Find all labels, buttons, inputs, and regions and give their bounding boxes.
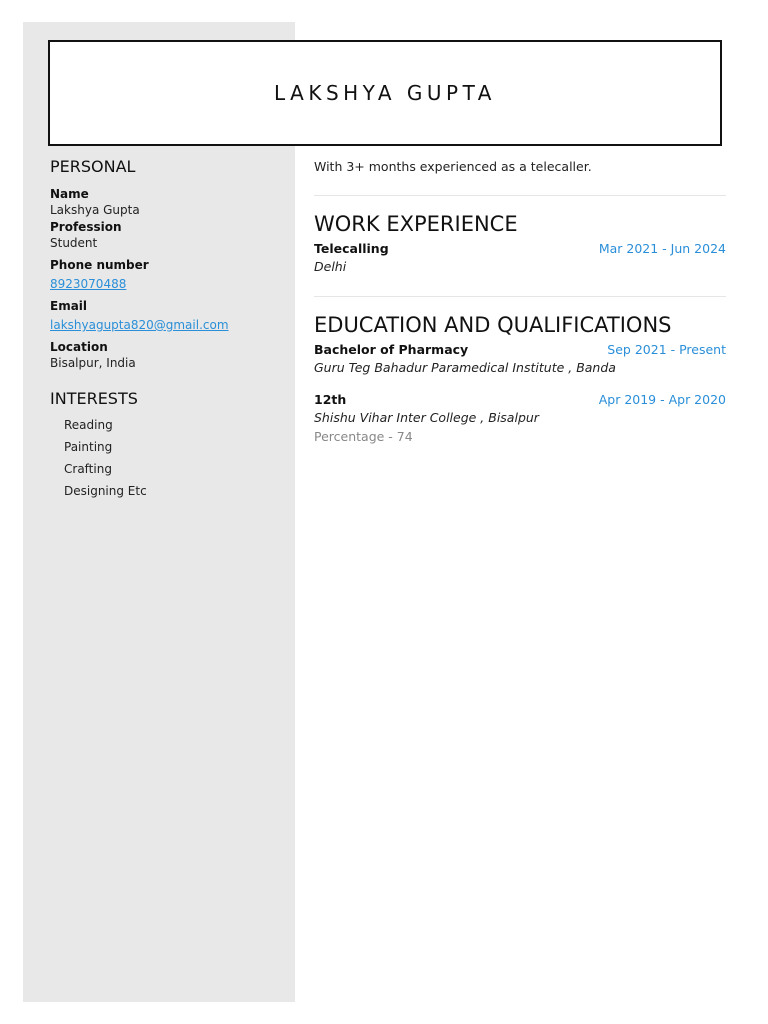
right-column [314, 156, 726, 447]
summary-text: With 3+ months experienced as a telecaller. [314, 159, 592, 174]
work-entry-title: Telecalling [314, 241, 389, 256]
work-entry-location: Delhi [314, 259, 347, 274]
field-email [50, 298, 285, 334]
full-name: LAKSHYA GUPTA [274, 81, 496, 105]
field-location [50, 339, 285, 372]
left-column [50, 156, 285, 502]
work-entry-date: Mar 2021 - Jun 2024 [598, 241, 726, 256]
name-value: Lakshya Gupta [50, 203, 140, 217]
education-entry-title: Bachelor of Pharmacy [314, 342, 469, 357]
email-link[interactable]: lakshyagupta820@gmail.com [50, 318, 229, 332]
name-label: Name [50, 187, 89, 201]
education-entry-date: Apr 2019 - Apr 2020 [598, 392, 726, 407]
education-entry-header [314, 391, 726, 409]
education-entry-title: 12th [314, 392, 347, 407]
email-label: Email [50, 299, 88, 313]
education-section-title: EDUCATION AND QUALIFICATIONS [314, 313, 672, 337]
location-value: Bisalpur, India [50, 356, 136, 370]
location-label: Location [50, 340, 108, 354]
interest-item: Crafting [64, 462, 112, 476]
education-entry-institution: Guru Teg Bahadur Paramedical Institute , Banda [314, 360, 616, 375]
profession-label: Profession [50, 220, 122, 234]
divider [314, 195, 726, 196]
phone-label: Phone number [50, 258, 149, 272]
education-entry [314, 341, 726, 377]
education-entry-header [314, 341, 726, 359]
interests-list [50, 414, 285, 502]
personal-section-title: PERSONAL [50, 157, 136, 176]
divider [314, 296, 726, 297]
field-profession [50, 219, 285, 252]
interests-section-title: INTERESTS [50, 389, 138, 408]
interest-item: Painting [64, 440, 113, 454]
name-header-box [48, 40, 722, 146]
work-entry-header [314, 240, 726, 258]
field-name [50, 186, 285, 219]
education-entry-note: Percentage - 74 [314, 429, 413, 444]
work-entry [314, 240, 726, 276]
profession-value: Student [50, 236, 98, 250]
education-entry-date: Sep 2021 - Present [607, 342, 726, 357]
interest-item: Designing Etc [64, 484, 147, 498]
field-phone [50, 257, 285, 293]
phone-link[interactable]: 8923070488 [50, 277, 127, 291]
education-entry [314, 391, 726, 447]
work-section-title: WORK EXPERIENCE [314, 212, 518, 236]
education-entry-institution: Shishu Vihar Inter College , Bisalpur [314, 410, 539, 425]
interest-item: Reading [64, 418, 113, 432]
